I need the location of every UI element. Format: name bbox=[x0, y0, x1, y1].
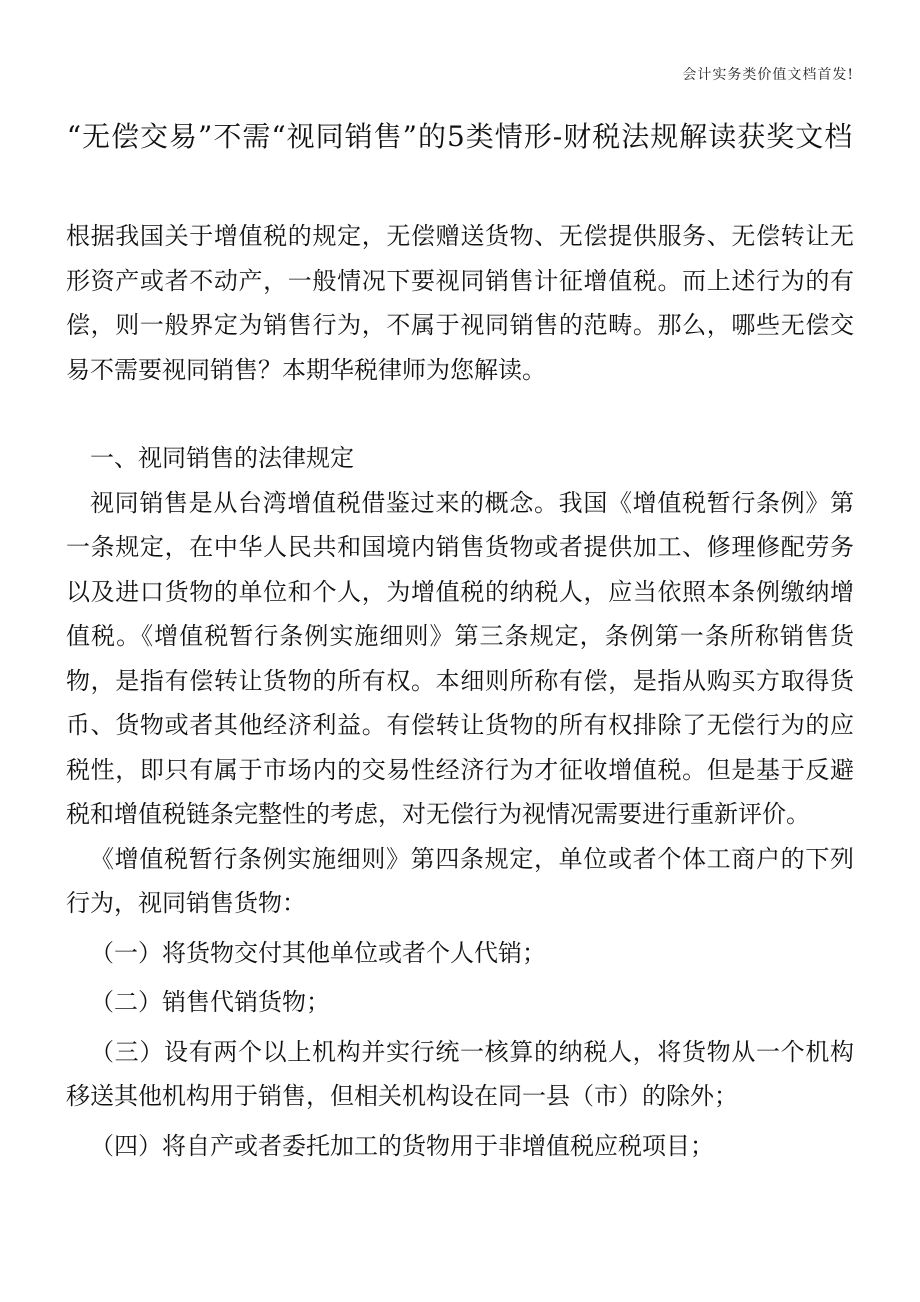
paragraph-legal-basis: 视同销售是从台湾增值税借鉴过来的概念。我国《增值税暂行条例》第一条规定，在中华人民共和国境内销售货物或者提供加工、修理修配劳务以及进口货物的单位和个人，为增值税的纳税人，应当依照本条例缴纳增值税。《增值税暂行条例实施细则》第三条规定，条例第一条所称销售货物，是指有偿转让货物的所有权。本细则所称有偿，是指从购买方取得货币、货物或者其他经济利益。有偿转让货物的所有权排除了无偿行为的应税性，即只有属于市场内的交易性经济行为才征收增值税。但是基于反避税和增值税链条完整性的考虑，对无偿行为视情况需要进行重新评价。 bbox=[66, 488, 854, 828]
list-item: （二）销售代销货物； bbox=[90, 988, 330, 1016]
intro-paragraph: 根据我国关于增值税的规定，无偿赠送货物、无偿提供服务、无偿转让无形资产或者不动产，一般情况下要视同销售计征增值税。而上述行为的有偿，则一般界定为销售行为，不属于视同销售的范畴。那么，哪些无偿交易不需要视同销售？本期华税律师为您解读。 bbox=[66, 222, 854, 384]
paragraph-spacer bbox=[90, 392, 854, 436]
header-note: 会计实务类价值文档首发! bbox=[682, 67, 854, 83]
document-title: “无偿交易”不需“视同销售”的5类情形-财税法规解读获奖文档 bbox=[66, 120, 854, 153]
list-item: （四）将自产或者委托加工的货物用于非增值税应税项目； bbox=[90, 1131, 714, 1160]
paragraph-article-four: 《增值税暂行条例实施细则》第四条规定，单位或者个体工商户的下列行为，视同销售货物： bbox=[66, 844, 854, 917]
list-item: （三）设有两个以上机构并实行统一核算的纳税人，将货物从一个机构移送其他机构用于销售，但相关机构设在同一县（市）的除外； bbox=[66, 1037, 854, 1110]
section-heading: 一、视同销售的法律规定 bbox=[90, 444, 354, 472]
document-body bbox=[66, 214, 854, 1173]
list-item: （一）将货物交付其他单位或者个人代销； bbox=[90, 938, 546, 967]
